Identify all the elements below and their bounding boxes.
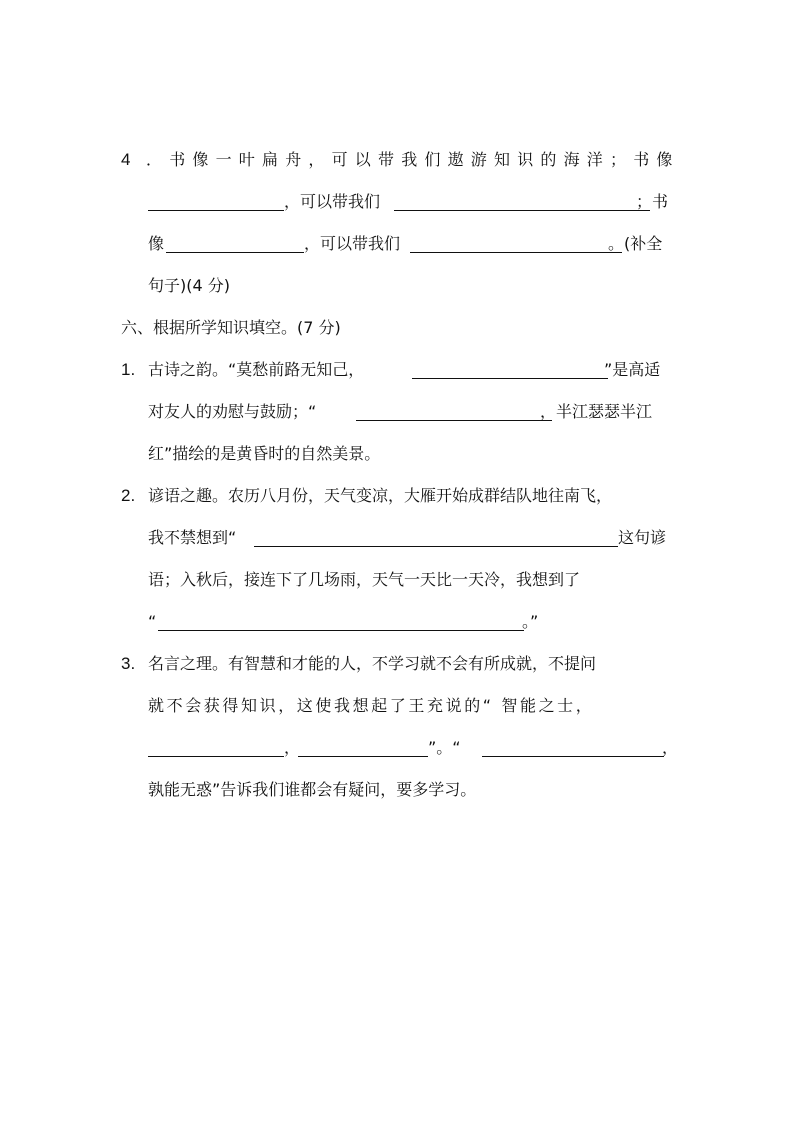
answer-blank[interactable] — [158, 630, 524, 631]
item-3-text-3b: ”。“ — [428, 738, 461, 757]
section-6-heading — [0, 316, 794, 340]
item-3-text-3c: ， — [662, 738, 679, 757]
item-1-text-2b: ，半江瑟瑟半江 — [540, 402, 653, 421]
item-2-text-2b: 这句谚 — [618, 528, 667, 547]
item-2-number: 2. — [121, 486, 136, 505]
item-2-text-1: 谚语之趣。农历八月份，天气变凉，大雁开始成群结队地往南飞， — [148, 486, 613, 505]
item-1-line-1 — [0, 358, 794, 382]
answer-blank[interactable] — [412, 378, 608, 379]
item-1-line-3 — [0, 442, 794, 466]
item-3-text-4: 孰能无惑”告诉我们谁都会有疑问，要多学习。 — [148, 780, 477, 799]
item-2-text-4b: 。” — [522, 612, 539, 631]
answer-blank[interactable] — [356, 420, 552, 421]
q4-text-3c: 。(补全 — [608, 234, 663, 253]
q4-number: 4 — [121, 150, 131, 169]
item-2-line-4 — [0, 610, 794, 634]
item-1-text-2a: 对友人的劝慰与鼓励；“ — [148, 402, 317, 421]
item-3-line-2 — [0, 694, 794, 718]
item-3-line-3 — [0, 736, 794, 760]
answer-blank[interactable] — [166, 252, 304, 253]
item-1-text-1b: ”是高适 — [604, 360, 661, 379]
q4-text-3b: ，可以带我们 — [304, 234, 401, 253]
item-2-text-2a: 我不禁想到“ — [148, 528, 237, 547]
q4-line-4 — [0, 274, 794, 298]
section-6-title: 六、根据所学知识填空。(7 分) — [121, 318, 341, 337]
answer-blank[interactable] — [254, 546, 618, 547]
item-1-line-2 — [0, 400, 794, 424]
answer-blank[interactable] — [148, 210, 284, 211]
q4-text-1: ．书像一叶扁舟，可以带我们遨游知识的海洋；书像 — [146, 150, 680, 169]
item-3-text-1: 名言之理。有智慧和才能的人，不学习就不会有所成就，不提问 — [148, 654, 597, 673]
q4-text-3a: 像 — [148, 234, 165, 253]
item-3-number: 3. — [121, 654, 136, 673]
q4-text-2a: ，可以带我们 — [284, 192, 381, 211]
item-1-text-1a: 古诗之韵。“莫愁前路无知己， — [148, 360, 365, 379]
answer-blank[interactable] — [148, 756, 284, 757]
q4-line-2 — [0, 190, 794, 214]
item-2-line-3 — [0, 568, 794, 592]
item-1-text-3: 红”描绘的是黄昏时的自然美景。 — [148, 444, 381, 463]
item-2-line-2 — [0, 526, 794, 550]
item-2-text-3: 语；入秋后，接连下了几场雨，天气一天比一天冷，我想到了 — [148, 570, 581, 589]
q4-text-4: 句子)(4 分) — [148, 276, 230, 295]
answer-blank[interactable] — [298, 756, 428, 757]
item-2-text-4a: “ — [148, 612, 157, 631]
item-3-line-1 — [0, 652, 794, 676]
answer-blank[interactable] — [394, 210, 650, 211]
item-1-number: 1. — [121, 360, 136, 379]
answer-blank[interactable] — [410, 252, 622, 253]
item-3-text-3a: ， — [284, 738, 301, 757]
answer-blank[interactable] — [482, 756, 664, 757]
item-3-text-2: 就不会获得知识，这使我想起了王充说的“ 智能之士， — [148, 696, 595, 715]
q4-line-1 — [0, 148, 794, 172]
item-3-line-4 — [0, 778, 794, 802]
q4-line-3 — [0, 232, 794, 256]
item-2-line-1 — [0, 484, 794, 508]
q4-text-2b: ；书 — [636, 192, 669, 211]
